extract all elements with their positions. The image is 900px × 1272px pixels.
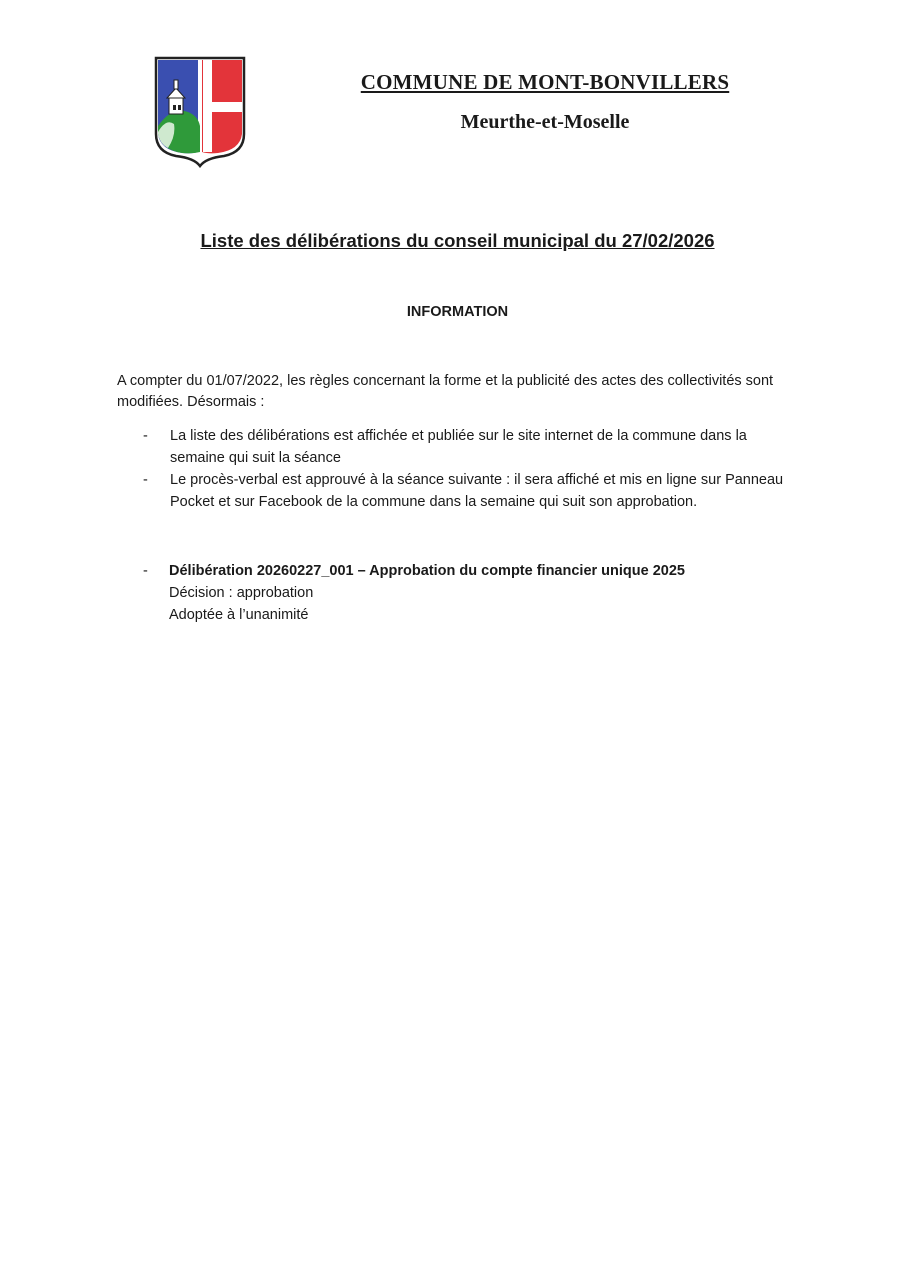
bullet-dash: - xyxy=(143,428,148,444)
deliberation-vote: Adoptée à l’unanimité xyxy=(169,607,309,623)
deliberation-title: Délibération 20260227_001 – Approbation du compte financier unique 2025 xyxy=(169,563,685,579)
list-item-text: Le procès-verbal est approuvé à la séance suivante : il sera affiché et mis en ligne sur Panneau Pocket et sur Facebook de la commune dans la semaine qui suit son approbation. xyxy=(170,472,784,510)
department-name: Meurthe-et-Moselle xyxy=(460,111,630,133)
information-heading: INFORMATION xyxy=(406,304,509,320)
commune-crest-icon xyxy=(152,56,248,168)
document-title: Liste des délibérations du conseil municipal du 27/02/2026 xyxy=(200,230,715,251)
list-item-text: La liste des délibérations est affichée et publiée sur le site internet de la commune dans la semaine qui suit la séance xyxy=(170,428,747,466)
bullet-dash: - xyxy=(143,563,148,579)
list-item xyxy=(117,426,797,469)
list-item xyxy=(117,470,797,513)
information-list xyxy=(117,426,797,514)
deliberation-item xyxy=(117,560,797,626)
information-intro: A compter du 01/07/2022, les règles concernant la forme et la publicité des actes des collectivités sont modifiées. Désormais : xyxy=(117,373,774,410)
bullet-dash: - xyxy=(143,472,148,488)
deliberation-decision: Décision : approbation xyxy=(169,585,314,601)
commune-name: COMMUNE DE MONT-BONVILLERS xyxy=(360,70,730,94)
